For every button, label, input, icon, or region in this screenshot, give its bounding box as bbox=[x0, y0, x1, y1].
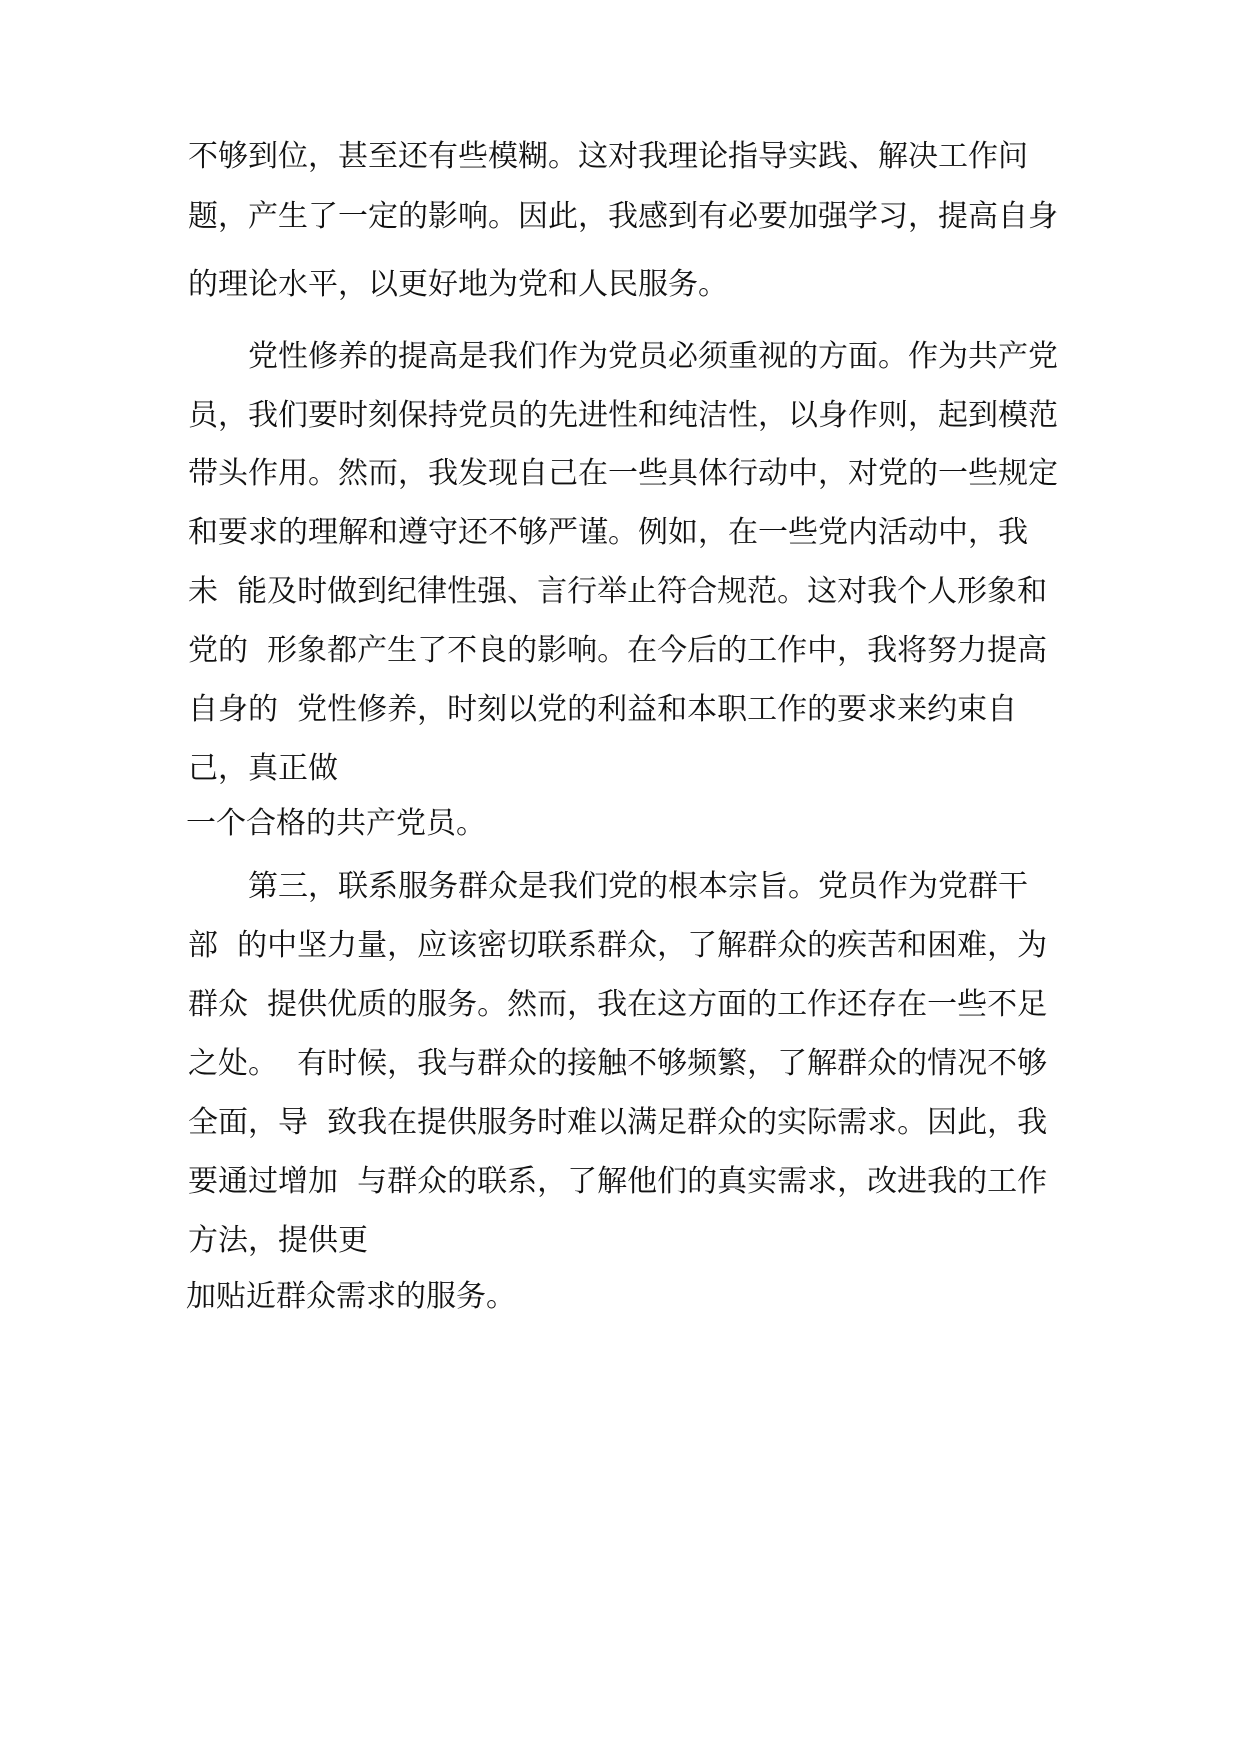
paragraph-1-line-2: 题，产生了一定的影响。因此，我感到有必要加强学习，提高自身 bbox=[188, 199, 1058, 234]
paragraph-2-line-4: 和要求的理解和遵守还不够严谨。例如，在一些党内活动中，我 bbox=[188, 515, 1028, 550]
paragraph-3-line-6: 要通过增加 与群众的联系，了解他们的真实需求，改进我的工作 bbox=[188, 1164, 1048, 1199]
paragraph-3-line-8: 加贴近群众需求的服务。 bbox=[186, 1279, 516, 1314]
paragraph-2-line-8: 己，真正做 bbox=[188, 751, 338, 786]
paragraph-2-line-9: 一个合格的共产党员。 bbox=[186, 806, 486, 841]
paragraph-2-line-5: 未 能及时做到纪律性强、言行举止符合规范。这对我个人形象和 bbox=[188, 574, 1048, 609]
paragraph-2-line-1: 党性修养的提高是我们作为党员必须重视的方面。作为共产党 bbox=[248, 339, 1058, 374]
paragraph-2-line-7: 自身的 党性修养，时刻以党的利益和本职工作的要求来约束自 bbox=[188, 692, 1018, 727]
paragraph-3-line-3: 群众 提供优质的服务。然而，我在这方面的工作还存在一些不足 bbox=[188, 987, 1048, 1022]
paragraph-2-line-3: 带头作用。然而，我发现自己在一些具体行动中，对党的一些规定 bbox=[188, 456, 1058, 491]
paragraph-3-line-5: 全面，导 致我在提供服务时难以满足群众的实际需求。因此，我 bbox=[188, 1105, 1048, 1140]
paragraph-3-line-4: 之处。 有时候，我与群众的接触不够频繁，了解群众的情况不够 bbox=[188, 1046, 1048, 1081]
paragraph-2-line-6: 党的 形象都产生了不良的影响。在今后的工作中，我将努力提高 bbox=[188, 633, 1048, 668]
paragraph-3-line-2: 部 的中坚力量，应该密切联系群众，了解群众的疾苦和困难，为 bbox=[188, 928, 1048, 963]
paragraph-1-line-3: 的理论水平，以更好地为党和人民服务。 bbox=[188, 267, 728, 302]
paragraph-2-line-2: 员，我们要时刻保持党员的先进性和纯洁性，以身作则，起到模范 bbox=[188, 398, 1058, 433]
paragraph-3-line-1: 第三，联系服务群众是我们党的根本宗旨。党员作为党群干 bbox=[248, 869, 1028, 904]
paragraph-1-line-1: 不够到位，甚至还有些模糊。这对我理论指导实践、解决工作问 bbox=[188, 139, 1028, 174]
paragraph-3-line-7: 方法，提供更 bbox=[188, 1223, 368, 1258]
